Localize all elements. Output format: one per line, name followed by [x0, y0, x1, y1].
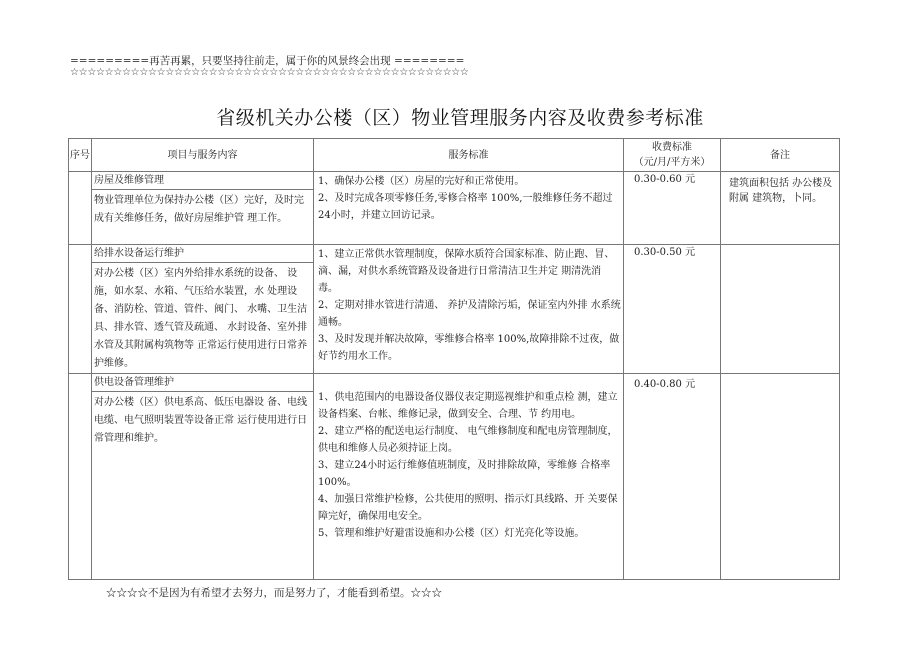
- table-row: [69, 245, 840, 374]
- header-fee-line1: 收费标准: [652, 142, 692, 153]
- header-fee-line2: （元/月/平方米）: [633, 157, 711, 168]
- item-description: 物业管理单位为保持办公楼（区）完好，及时完成有关维修任务，做好房屋维护管 理工作。: [94, 195, 304, 224]
- seq-cell: [69, 374, 92, 580]
- document-title: 省级机关办公楼（区）物业管理服务内容及收费参考标准: [216, 107, 704, 129]
- standard-clause: 3、建立24小时运行维修值班制度，及时排除故障，零维修 合格率100%。: [318, 460, 611, 488]
- header-item: 项目与服务内容: [92, 139, 314, 172]
- fee-cell: 0.30-0.50 元: [624, 245, 721, 374]
- table-header-row: [69, 139, 840, 172]
- service-fee-table: [68, 138, 840, 580]
- header-fee: [624, 139, 721, 172]
- standard-clause: 4、加强日常维护检修，公共使用的照明、指示灯具线路、开 关要保障完好，确保用电安全。: [318, 494, 618, 522]
- seq-cell: [69, 172, 92, 245]
- standard-clause: 3、及时发现并解决故障，零维修合格率 100%,故障排除不过夜，做好节约用水工作。: [318, 334, 620, 362]
- header-note: 备注: [721, 139, 840, 172]
- note-cell: [721, 374, 840, 580]
- standard-clause: 5、管理和维护好避雷设施和办公楼（区）灯光亮化等设施。: [318, 528, 585, 539]
- header-seq: 序号: [69, 139, 92, 172]
- item-title: 房屋及维修管理: [92, 172, 313, 190]
- fee-cell: 0.40-0.80 元: [624, 374, 721, 580]
- item-title: 供电设备管理维护: [92, 374, 313, 392]
- item-description: 对办公楼（区）供电系高、低压电器设 备、电线电缆、电气照明装置等设备正常 运行使用进行日常管理和维护。: [94, 397, 308, 444]
- motto-header: =========再苦再累，只要坚持往前走，属于你的风景终会出现 ========: [70, 55, 465, 67]
- fee-cell: 0.30-0.60 元: [624, 172, 721, 245]
- note-cell: 建筑面积包括 办公楼及附属 建筑物，卜同。: [721, 172, 840, 245]
- standard-clause: 1、供电范围内的电器设备仪器仪表定期巡视维护和重点检 测，建立设备档案、台帐、维修记录，做到安全、合理、节 约用电。: [318, 392, 618, 420]
- standard-clause: 2、建立严格的配送电运行制度、 电气维修制度和配电房管理制度，供电和维修人员必须持证上岗。: [318, 426, 618, 454]
- item-cell: [92, 172, 314, 245]
- standard-cell: [314, 172, 624, 245]
- item-cell: [92, 245, 314, 374]
- motto-footer: ☆☆☆☆不是因为有希望才去努力，而是努力了，才能看到希望。☆☆☆: [106, 587, 442, 599]
- header-standard: 服务标准: [314, 139, 624, 172]
- table-row: [69, 172, 840, 245]
- item-cell: [92, 374, 314, 580]
- seq-cell: [69, 245, 92, 374]
- note-cell: [721, 245, 840, 374]
- standard-clause: 2、及时完成各项零修任务,零修合格率 100%,一般维修任务不超过24小时，并建立回访记录。: [318, 193, 613, 221]
- star-divider: ☆☆☆☆☆☆☆☆☆☆☆☆☆☆☆☆☆☆☆☆☆☆☆☆☆☆☆☆☆☆☆☆☆☆☆☆☆☆☆☆☆☆☆☆☆☆: [70, 67, 469, 78]
- table-row: [69, 374, 840, 580]
- item-title: 给排水设备运行维护: [92, 245, 313, 263]
- standard-clause: 1、建立正常供水管理制度，保障水质符合国家标准、防止跑、冒、滴、漏，对供水系统管路及设备进行日常清洁卫生并定 期清洗消毒。: [318, 249, 615, 294]
- standard-cell: [314, 374, 624, 580]
- standard-cell: [314, 245, 624, 374]
- item-description: 对办公楼（区）室内外给排水系统的设备、 设施，如水泵、水箱、气压给水装置，水 处理设备、消防栓、管道、管件、阀门、 水嘴、卫生洁具、排水管、透气管及疏通、 水封设备、室外排水管及其附属构筑物等 正常运行使用进行日常养护维修。: [94, 268, 308, 369]
- standard-clause: 2、定期对排水管进行清通、 养护及清除污垢，保证室内外排 水系统通畅。: [318, 300, 621, 328]
- standard-clause: 1、确保办公楼（区）房屋的完好和正常使用。: [318, 176, 525, 187]
